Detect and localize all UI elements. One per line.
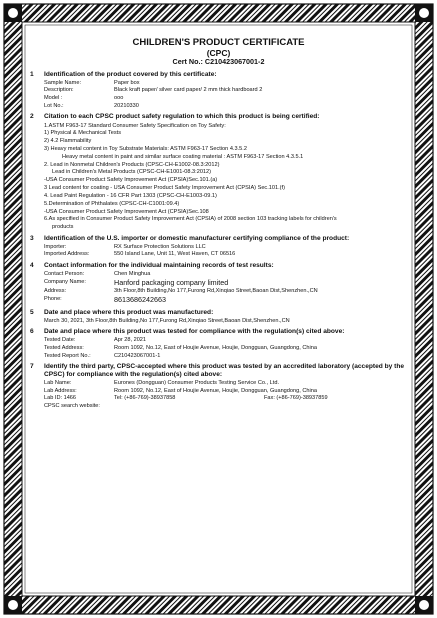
regulation-line: 5.Determination of Phthalates (CPSC-CH-C1001:09.4): [44, 200, 180, 207]
field-row: Tested Address: Room 1092, No.12, East of Houjie Avenue, Houjie, Dongguan, Guangdong, China: [44, 344, 317, 351]
field-row: Tested Date: Apr 28, 2021: [44, 337, 147, 344]
field-row: Model : ooo: [44, 95, 124, 102]
field-row: Sample Name: Paper box: [44, 79, 140, 86]
lab-id: Lab ID: 1466: [44, 395, 77, 402]
regulation-line: -USA Consumer Product Safety Improvement Act (CPSIA)Sec.101.(a): [44, 177, 218, 184]
section-5-heading: 5 Date and place where this product was manufactured:: [30, 308, 214, 316]
section-7-heading: 7 Identify the third party, CPSC-accepted where this product was tested by an accredited laboratory (accepted by the CPSC) for compliance with the regulation(s) cited above:: [30, 363, 405, 378]
regulation-line: -USA Consumer Product Safety Improvement Act (CPSIA)Sec.108: [44, 208, 209, 215]
section-3-heading: 3 Identification of the U.S. importer or domestic manufacturer certifying compliance of the product:: [30, 234, 350, 242]
regulation-line: Lead in Children's Metal Products (CPSC-CH-E1001-08.3:2012): [52, 169, 212, 176]
section-2-heading: 2 Citation to each CPSC product safety regulation to which this product is being certified:: [30, 113, 320, 121]
certificate-title: CHILDREN'S PRODUCT CERTIFICATE: [132, 37, 305, 48]
field-row: Lot No.: 20210330: [44, 103, 139, 110]
section-6-heading: 6 Date and place where this product was tested for compliance with the regulation(s) cited above:: [30, 328, 345, 336]
regulation-line: products: [52, 224, 74, 231]
certificate-number: Cert No.: C210423067001-2: [172, 57, 265, 67]
regulation-line: 1.ASTM F963-17 Standard Consumer Safety Specification on Toy Safety:: [44, 122, 226, 129]
regulation-line: 3) Heavy metal content in Toy Substrate Materials: ASTM F963-17 Section 4.3.5.2: [44, 146, 247, 152]
section-4-heading: 4 Contact information for the individual maintaining records of test results:: [30, 261, 274, 269]
field-row: Importer: RX Surface Protection Solutions LLC: [44, 243, 206, 250]
field-row: Imported Address: 550 Island Lane, Unit 11, West Haven, CT 06516: [44, 251, 236, 258]
section-1-heading: 1 Identification of the product covered by this certificate:: [30, 70, 217, 78]
regulation-line: 4. Lead Paint Regulation - 16 CFR Part 1303 (CPSC-CH-E1003-09.1): [44, 192, 217, 199]
certificate-content: [30, 38, 407, 411]
field-row: Contact Person: Chen Minghua: [44, 270, 151, 277]
field-row: Phone: 8613686242663: [44, 295, 166, 305]
regulation-line: 2. Lead in Nonmetal Children's Products (CPSC-CH-E1002-08.3:2012): [44, 161, 220, 168]
regulation-line: 2) 4.2 Flammability: [44, 138, 92, 145]
regulation-line: 1) Physical & Mechanical Tests: [44, 130, 121, 137]
field-row: Description: Black kraft paper/ silver card paper/ 2 mm thick hardboard 2: [44, 87, 263, 94]
field-row: Company Name: Hanford packaging company limited: [44, 277, 229, 287]
manufacture-date-place: March 30, 2021, 3th Floor,8th Building,No 177,Furong Rd,Xinqiao Street,Baoan Dist,Shenzhen.,CN: [44, 317, 290, 324]
regulation-line: Heavy metal content in paint and similar surface coating material : ASTM F963-17 Section 4.3.5.1: [62, 153, 304, 160]
certificate-subtitle: (CPC): [206, 47, 231, 58]
field-row: Tested Report No.: C210423067001-1: [44, 352, 161, 359]
field-row: Lab Address: Room 1092, No.12, East of Houjie Avenue, Houjie, Dongguan, Guangdong, China: [44, 387, 317, 394]
regulation-line: 6.As specified in Consumer Product Safety Improvement Act (CPSIA) of 2008 section 103 tracking labels for children's: [44, 216, 337, 223]
regulation-line: 3 Lead content for coating - USA Consumer Product Safety Improvement Act (CPSIA) Sec.101.(f): [44, 185, 285, 192]
field-row: Address: 3th Floor,8th Building,No 177,Furong Rd,Xinqiao Street,Baoan Dist,Shenzhen.,CN: [44, 288, 318, 295]
cpsc-search-website: CPSC search website:: [44, 403, 100, 410]
lab-tel: Tel: (+86-769)-38937858: [114, 395, 176, 402]
field-row: Lab Name: Eurones (Dongguan) Consumer Products Testing Service Co., Ltd.: [44, 379, 279, 386]
lab-contact-row: [44, 395, 407, 401]
lab-fax: Fax: (+86-769)-38937859: [264, 395, 328, 402]
